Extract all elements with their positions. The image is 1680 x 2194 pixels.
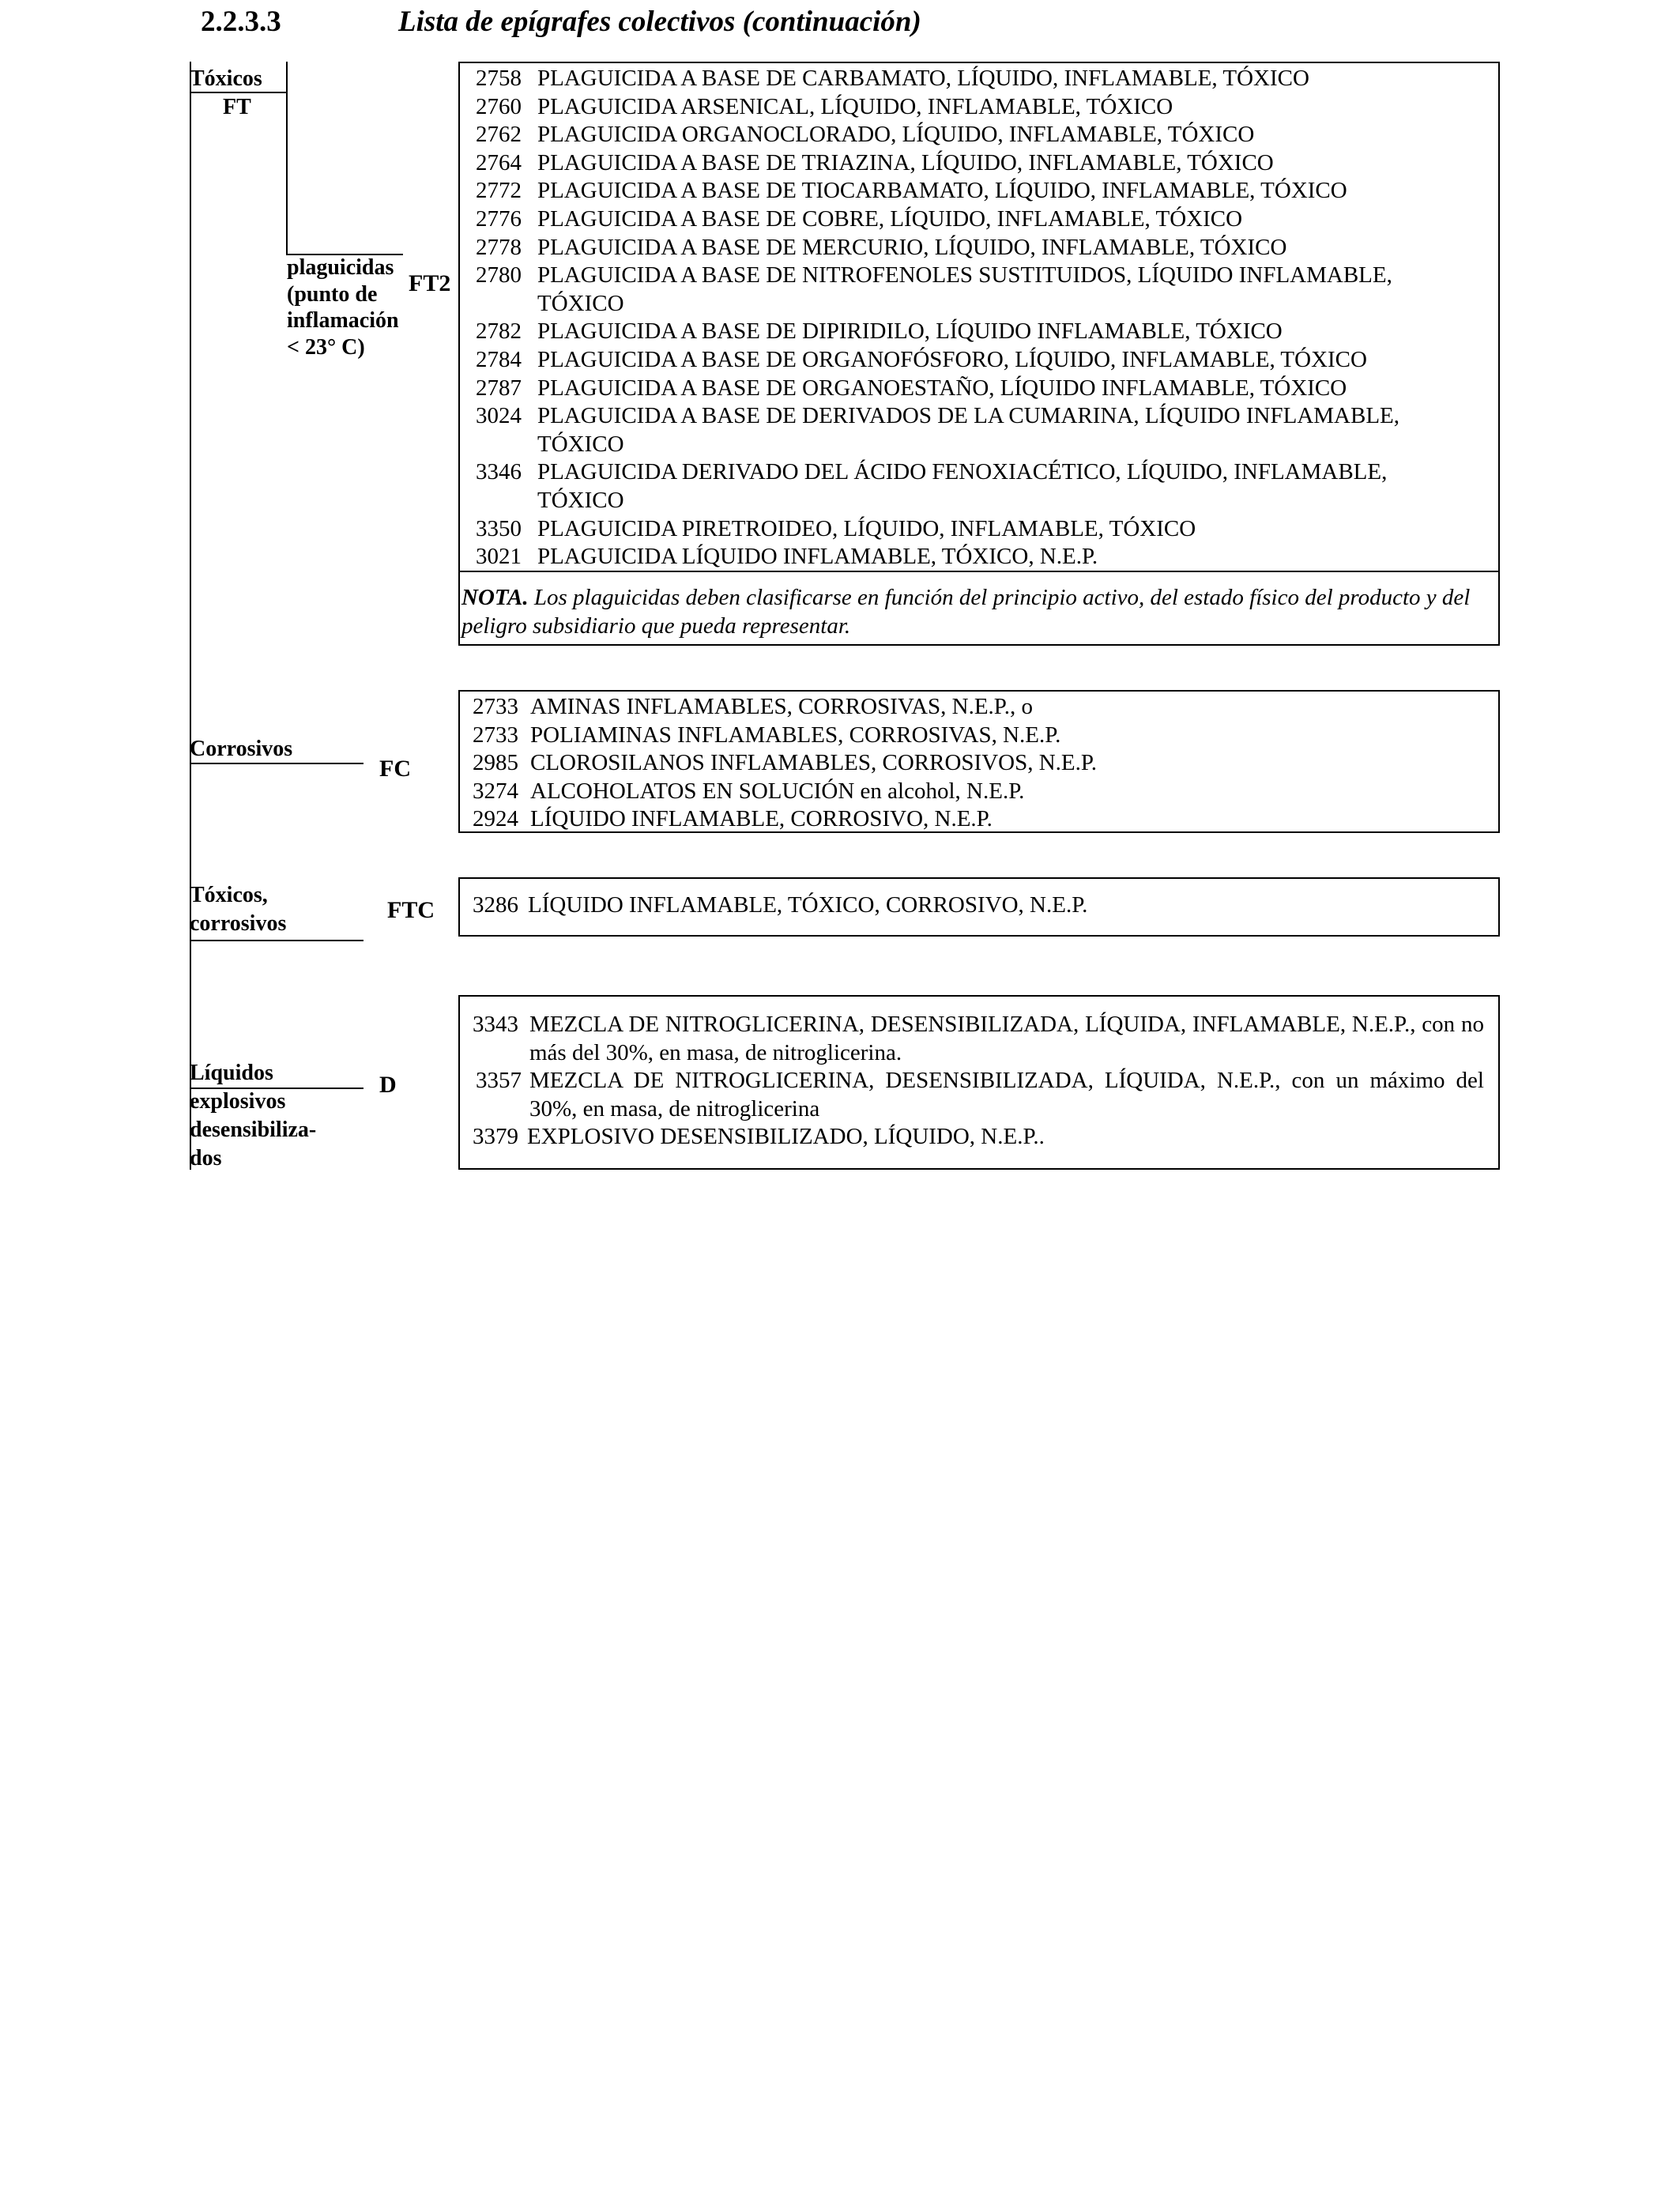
entry-text: AMINAS INFLAMABLES, CORROSIVAS, N.E.P., o <box>530 694 1033 719</box>
un-number: 3350 <box>476 515 522 541</box>
entry-text: PLAGUICIDA A BASE DE ORGANOESTAÑO, LÍQUIDO INFLAMABLE, TÓXICO <box>537 375 1347 401</box>
list-item <box>473 1123 1484 1152</box>
un-number: 3343 <box>473 1012 518 1037</box>
ft-code: FT <box>223 95 251 119</box>
liquidos-label-line: explosivos <box>190 1089 286 1114</box>
un-number: 3346 <box>476 459 522 485</box>
un-number: 3286 <box>473 892 518 918</box>
entry-text: LÍQUIDO INFLAMABLE, TÓXICO, CORROSIVO, N.E.P. <box>528 892 1088 918</box>
tree-trunk-line <box>190 62 191 1170</box>
list-item <box>473 749 1475 778</box>
ft2-code: FT2 <box>409 270 451 296</box>
list-item <box>473 1011 1484 1067</box>
list-item <box>476 318 1475 346</box>
list-item <box>476 515 1475 544</box>
un-number: 3021 <box>476 544 522 570</box>
un-number: 2760 <box>476 93 522 119</box>
plaguicidas-label-line: (punto de <box>287 281 378 307</box>
un-number: 2780 <box>476 262 522 288</box>
entry-text: PLAGUICIDA A BASE DE NITROFENOLES SUSTITUIDOS, LÍQUIDO INFLAMABLE, TÓXICO <box>537 262 1392 316</box>
entry-text: PLAGUICIDA A BASE DE MERCURIO, LÍQUIDO, INFLAMABLE, TÓXICO <box>537 234 1287 260</box>
ftc-entries-box <box>458 877 1500 937</box>
tree-branch-ft-line <box>286 62 288 254</box>
un-number: 2778 <box>476 234 522 260</box>
fc-entries-list <box>460 693 1498 834</box>
list-item <box>473 1067 1484 1123</box>
corrosivos-label: Corrosivos <box>190 737 293 761</box>
entry-text: PLAGUICIDA PIRETROIDEO, LÍQUIDO, INFLAMABLE, TÓXICO <box>537 515 1196 541</box>
entry-text: EXPLOSIVO DESENSIBILIZADO, LÍQUIDO, N.E.P.. <box>527 1124 1045 1150</box>
list-item <box>473 722 1475 750</box>
entry-text: PLAGUICIDA A BASE DE DIPIRIDILO, LÍQUIDO INFLAMABLE, TÓXICO <box>537 319 1283 345</box>
entry-text: ALCOHOLATOS EN SOLUCIÓN en alcohol, N.E.P. <box>530 778 1025 804</box>
toxicos-corrosivos-label-line: Tóxicos, <box>190 883 268 907</box>
list-item <box>476 93 1475 122</box>
entry-text: MEZCLA DE NITROGLICERINA, DESENSIBILIZADA, LÍQUIDA, N.E.P., con un máximo del 30%, en masa, de nitroglicerina <box>529 1068 1484 1122</box>
nota-label: NOTA. <box>461 585 529 610</box>
un-number: 3379 <box>473 1124 518 1150</box>
entry-text: MEZCLA DE NITROGLICERINA, DESENSIBILIZADA, LÍQUIDA, INFLAMABLE, N.E.P., con no más del 30%, en masa, de nitroglicerina. <box>529 1012 1484 1065</box>
entry-text: PLAGUICIDA LÍQUIDO INFLAMABLE, TÓXICO, N.E.P. <box>537 544 1098 570</box>
list-item <box>476 262 1475 318</box>
un-number: 2787 <box>476 375 522 401</box>
toxicos-corrosivos-underline <box>190 940 363 941</box>
liquidos-label-line: dos <box>190 1146 222 1171</box>
ft2-entries-box <box>458 62 1500 646</box>
un-number: 2784 <box>476 346 522 372</box>
nota-block <box>460 571 1498 640</box>
toxicos-corrosivos-label <box>190 881 286 938</box>
plaguicidas-label-line: plaguicidas <box>287 255 394 280</box>
entry-text: PLAGUICIDA ARSENICAL, LÍQUIDO, INFLAMABLE, TÓXICO <box>537 93 1173 119</box>
entry-text: PLAGUICIDA A BASE DE CARBAMATO, LÍQUIDO, INFLAMABLE, TÓXICO <box>537 66 1309 91</box>
list-item <box>473 805 1475 834</box>
page-title: Lista de epígrafes colectivos (continuación) <box>398 6 921 38</box>
liquidos-label-line: Líquidos <box>190 1061 273 1085</box>
entry-text: PLAGUICIDA A BASE DE ORGANOFÓSFORO, LÍQUIDO, INFLAMABLE, TÓXICO <box>537 346 1367 372</box>
list-item <box>476 402 1475 458</box>
entry-text: PLAGUICIDA A BASE DE TIOCARBAMATO, LÍQUIDO, INFLAMABLE, TÓXICO <box>537 178 1347 204</box>
un-number: 2772 <box>476 178 522 204</box>
liquidos-explosivos-label <box>190 1059 316 1173</box>
list-item <box>476 65 1475 93</box>
un-number: 2985 <box>473 750 518 776</box>
un-number: 3024 <box>476 403 522 429</box>
un-number: 3274 <box>473 778 518 804</box>
list-item <box>476 149 1475 178</box>
list-item <box>473 778 1475 806</box>
list-item <box>476 234 1475 262</box>
list-item <box>476 177 1475 205</box>
entry-text: CLOROSILANOS INFLAMABLES, CORROSIVOS, N.E.P. <box>530 750 1098 776</box>
list-item <box>476 458 1475 515</box>
un-number: 3357 <box>476 1068 522 1094</box>
entry-text: PLAGUICIDA A BASE DE TRIAZINA, LÍQUIDO, INFLAMABLE, TÓXICO <box>537 149 1274 175</box>
section-number: 2.2.3.3 <box>201 6 281 38</box>
liquidos-label-line: desensibiliza- <box>190 1118 317 1142</box>
list-item <box>473 892 1475 920</box>
d-entries-box <box>458 995 1500 1170</box>
un-number: 2782 <box>476 319 522 345</box>
un-number: 2758 <box>476 66 522 91</box>
entry-text: PLAGUICIDA ORGANOCLORADO, LÍQUIDO, INFLAMABLE, TÓXICO <box>537 122 1255 148</box>
un-number: 2764 <box>476 149 522 175</box>
entry-text: POLIAMINAS INFLAMABLES, CORROSIVAS, N.E.P. <box>530 722 1061 748</box>
un-number: 2762 <box>476 122 522 148</box>
entry-text: PLAGUICIDA A BASE DE COBRE, LÍQUIDO, INFLAMABLE, TÓXICO <box>537 205 1243 232</box>
ftc-entries-list <box>460 892 1498 920</box>
ft2-entries-list <box>460 65 1498 571</box>
entry-text: PLAGUICIDA DERIVADO DEL ÁCIDO FENOXIACÉTICO, LÍQUIDO, INFLAMABLE, TÓXICO <box>537 459 1388 513</box>
list-item <box>476 121 1475 149</box>
plaguicidas-label <box>287 254 399 360</box>
fc-code: FC <box>379 756 411 782</box>
list-item <box>476 205 1475 234</box>
toxicos-label: Tóxicos <box>190 66 262 91</box>
un-number: 2733 <box>473 694 518 719</box>
toxicos-corrosivos-label-line: corrosivos <box>190 911 287 936</box>
d-code: D <box>379 1072 397 1098</box>
list-item <box>473 693 1475 722</box>
un-number: 2776 <box>476 205 522 232</box>
entry-text: LÍQUIDO INFLAMABLE, CORROSIVO, N.E.P. <box>530 806 993 832</box>
un-number: 2733 <box>473 722 518 748</box>
list-item <box>476 543 1475 571</box>
list-item <box>476 346 1475 375</box>
un-number: 2924 <box>473 806 518 832</box>
plaguicidas-label-line: inflamación <box>287 308 399 333</box>
plaguicidas-label-line: < 23° C) <box>287 334 365 360</box>
ftc-code: FTC <box>387 897 435 923</box>
nota-text: Los plaguicidas deben clasificarse en función del principio activo, del estado físico del producto y del peligro subsidiario que pueda representar. <box>461 585 1471 639</box>
d-entries-list <box>460 1011 1498 1152</box>
list-item <box>476 375 1475 403</box>
fc-entries-box <box>458 690 1500 833</box>
entry-text: PLAGUICIDA A BASE DE DERIVADOS DE LA CUMARINA, LÍQUIDO INFLAMABLE, TÓXICO <box>537 403 1400 457</box>
